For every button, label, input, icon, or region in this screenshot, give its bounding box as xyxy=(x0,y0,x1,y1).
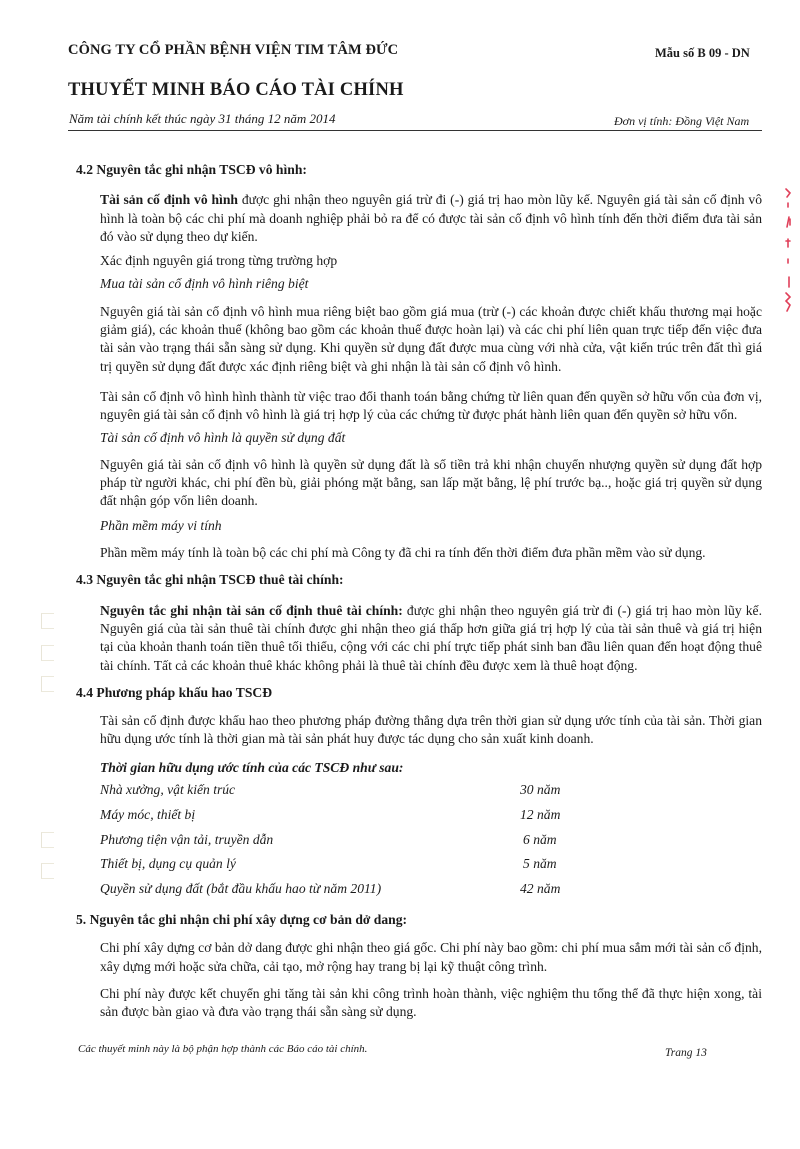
paragraph-text: được ghi nhận theo nguyên giá trừ đi (-) giá trị hao mòn lũy kế. Nguyên giá của tài sản thuê tài chính được ghi nhận theo giá thấp hơn giữa giá trị hợp lý của tài sản thuê và giá trị hiện tại của khoản thanh toán tiền thuê tối thiểu, cộng với các chi phí trực tiếp phát sinh ban đầu liên quan đến hoạt động thuê tài chính. Tất cả các khoản thuê khác không phải là thuê tài chính đều được xem là thuê hoạt động. xyxy=(100,602,762,673)
subheading: Mua tài sản cố định vô hình riêng biệt xyxy=(100,276,309,292)
table-title: Thời gian hữu dụng ước tính của các TSCĐ như sau: xyxy=(100,759,404,775)
document-title: THUYẾT MINH BÁO CÁO TÀI CHÍNH xyxy=(68,80,404,100)
scan-artifact xyxy=(41,863,54,879)
asset-type: Thiết bị, dụng cụ quản lý xyxy=(100,856,236,872)
table-row xyxy=(100,831,600,856)
section-heading-4-2: 4.2 Nguyên tắc ghi nhận TSCĐ vô hình: xyxy=(76,162,307,177)
paragraph xyxy=(100,602,762,675)
scan-artifact xyxy=(41,676,54,692)
subheading: Tài sản cố định vô hình là quyền sử dụng đất xyxy=(100,429,346,445)
section-heading-4-4: 4.4 Phương pháp khấu hao TSCĐ xyxy=(76,684,273,700)
paragraph: Phần mềm máy tính là toàn bộ các chi phí mà Công ty đã chi ra tính đến thời điểm đưa phần mềm vào sử dụng. xyxy=(100,545,706,561)
document-body xyxy=(76,145,762,1021)
fiscal-period: Năm tài chính kết thúc ngày 31 tháng 12 năm 2014 xyxy=(69,111,336,126)
section-4-4-body xyxy=(100,712,762,777)
paragraph: Nguyên giá tài sản cố định vô hình là quyền sử dụng đất là số tiền trả khi nhận chuyển nhượng quyền sử dụng đất hợp pháp từ người khác, chi phí đền bù, giải phóng mặt bằng, san lấp mặt bằng, lệ phí trước bạ.., hoặc giá trị quyền sử dụng đất nhận góp vốn liên doanh. xyxy=(100,456,762,509)
useful-life: 42 năm xyxy=(520,881,561,897)
useful-life: 30 năm xyxy=(520,782,561,798)
useful-life: 12 năm xyxy=(520,806,561,822)
currency-unit: Đơn vị tính: Đồng Việt Nam xyxy=(614,114,750,128)
paragraph: Nguyên giá tài sản cố định vô hình mua riêng biệt bao gồm giá mua (trừ (-) các khoản được chiết khấu thương mại hoặc giảm giá), các khoản thuế (không bao gồm các khoản thuế được hoàn lại) và các chi phí liên quan trực tiếp đến việc đưa tài sản vào trạng thái sẵn sàng sử dụng. Khi quyền sử dụng đất được mua cùng với nhà cửa, vật kiến trúc trên đất thì giá trị quyền sử dụng đất được xác định riêng biệt và ghi nhận là tài sản cố định vô hình. xyxy=(100,303,762,374)
section-4-2-body xyxy=(100,191,762,562)
scan-artifact xyxy=(41,832,54,848)
section-4-3-body xyxy=(100,602,762,675)
subheading: Phần mềm máy vi tính xyxy=(100,517,222,533)
paragraph: Tài sản cố định được khấu hao theo phương pháp đường thẳng dựa trên thời gian sử dụng ước tính của tài sản. Thời gian hữu dụng ước tính là thời gian mà tài sản phát huy được tác dụng cho sản xuất kinh doanh. xyxy=(100,713,762,747)
section-heading-4-3: 4.3 Nguyên tắc ghi nhận TSCĐ thuê tài chính: xyxy=(76,572,344,588)
paragraph: Chi phí này được kết chuyển ghi tăng tài sản khi công trình hoàn thành, việc nghiệm thu tổng thể đã thực hiện xong, tài sản được bàn giao và đưa vào trạng thái sẵn sàng sử dụng. xyxy=(100,985,762,1020)
paragraph-text: được ghi nhận theo nguyên giá trừ đi (-) giá trị hao mòn lũy kế. Nguyên giá tài sản cố định vô hình là toàn bộ các chi phí mà doanh nghiệp phải bỏ ra để có được tài sản cố định vô hình tính đến thời điểm đưa tài sản đó vào sử dụng theo dự kiến. xyxy=(100,192,763,244)
bold-term: Tài sản cố định vô hình xyxy=(100,192,238,208)
asset-type: Nhà xưởng, vật kiến trúc xyxy=(100,782,236,798)
header-rule xyxy=(68,130,762,131)
scan-artifact xyxy=(41,645,54,661)
bold-term: Nguyên tắc ghi nhận tài sản cố định thuê tài chính: xyxy=(100,602,403,618)
footer-note: Các thuyết minh này là bộ phận hợp thành các Báo cáo tài chính. xyxy=(78,1043,368,1055)
asset-type: Máy móc, thiết bị xyxy=(100,806,196,822)
useful-life: 5 năm xyxy=(523,856,557,872)
page-number: Trang 13 xyxy=(665,1047,707,1059)
stamp-mark-icon xyxy=(783,187,793,317)
section-5-body xyxy=(100,939,762,1021)
asset-type: Phương tiện vận tải, truyền dẫn xyxy=(100,831,274,847)
section-heading-5: 5. Nguyên tắc ghi nhận chi phí xây dựng cơ bản dở dang: xyxy=(76,912,408,927)
form-number: Mẫu số B 09 - DN xyxy=(655,46,750,60)
table-row xyxy=(100,880,600,905)
table-row xyxy=(100,806,600,831)
asset-type: Quyền sử dụng đất (bắt đầu khấu hao từ năm 2011) xyxy=(100,881,382,897)
paragraph: Xác định nguyên giá trong từng trường hợp xyxy=(100,253,338,269)
scan-artifact xyxy=(41,613,54,629)
paragraph: Chi phí xây dựng cơ bản dở dang được ghi nhận theo giá gốc. Chi phí này bao gồm: chi phí mua sắm mới tài sản cố định, xây dựng mới hoặc sửa chữa, cải tạo, mở rộng hay trang bị lại kỹ thuật công trình. xyxy=(100,940,762,974)
paragraph xyxy=(100,191,762,246)
useful-life: 6 năm xyxy=(523,831,557,847)
useful-life-table xyxy=(100,781,600,905)
table-row xyxy=(100,855,600,880)
table-row xyxy=(100,781,600,806)
company-name: CÔNG TY CỔ PHẦN BỆNH VIỆN TIM TÂM ĐỨC xyxy=(68,42,399,58)
paragraph: Tài sản cố định vô hình hình thành từ việc trao đổi thanh toán bằng chứng từ liên quan đến quyền sở hữu vốn của đơn vị, nguyên giá tài sản cố định vô hình là giá trị hợp lý của các chứng từ được phát hành liên quan đến quyền sở hữu vốn. xyxy=(100,388,762,423)
